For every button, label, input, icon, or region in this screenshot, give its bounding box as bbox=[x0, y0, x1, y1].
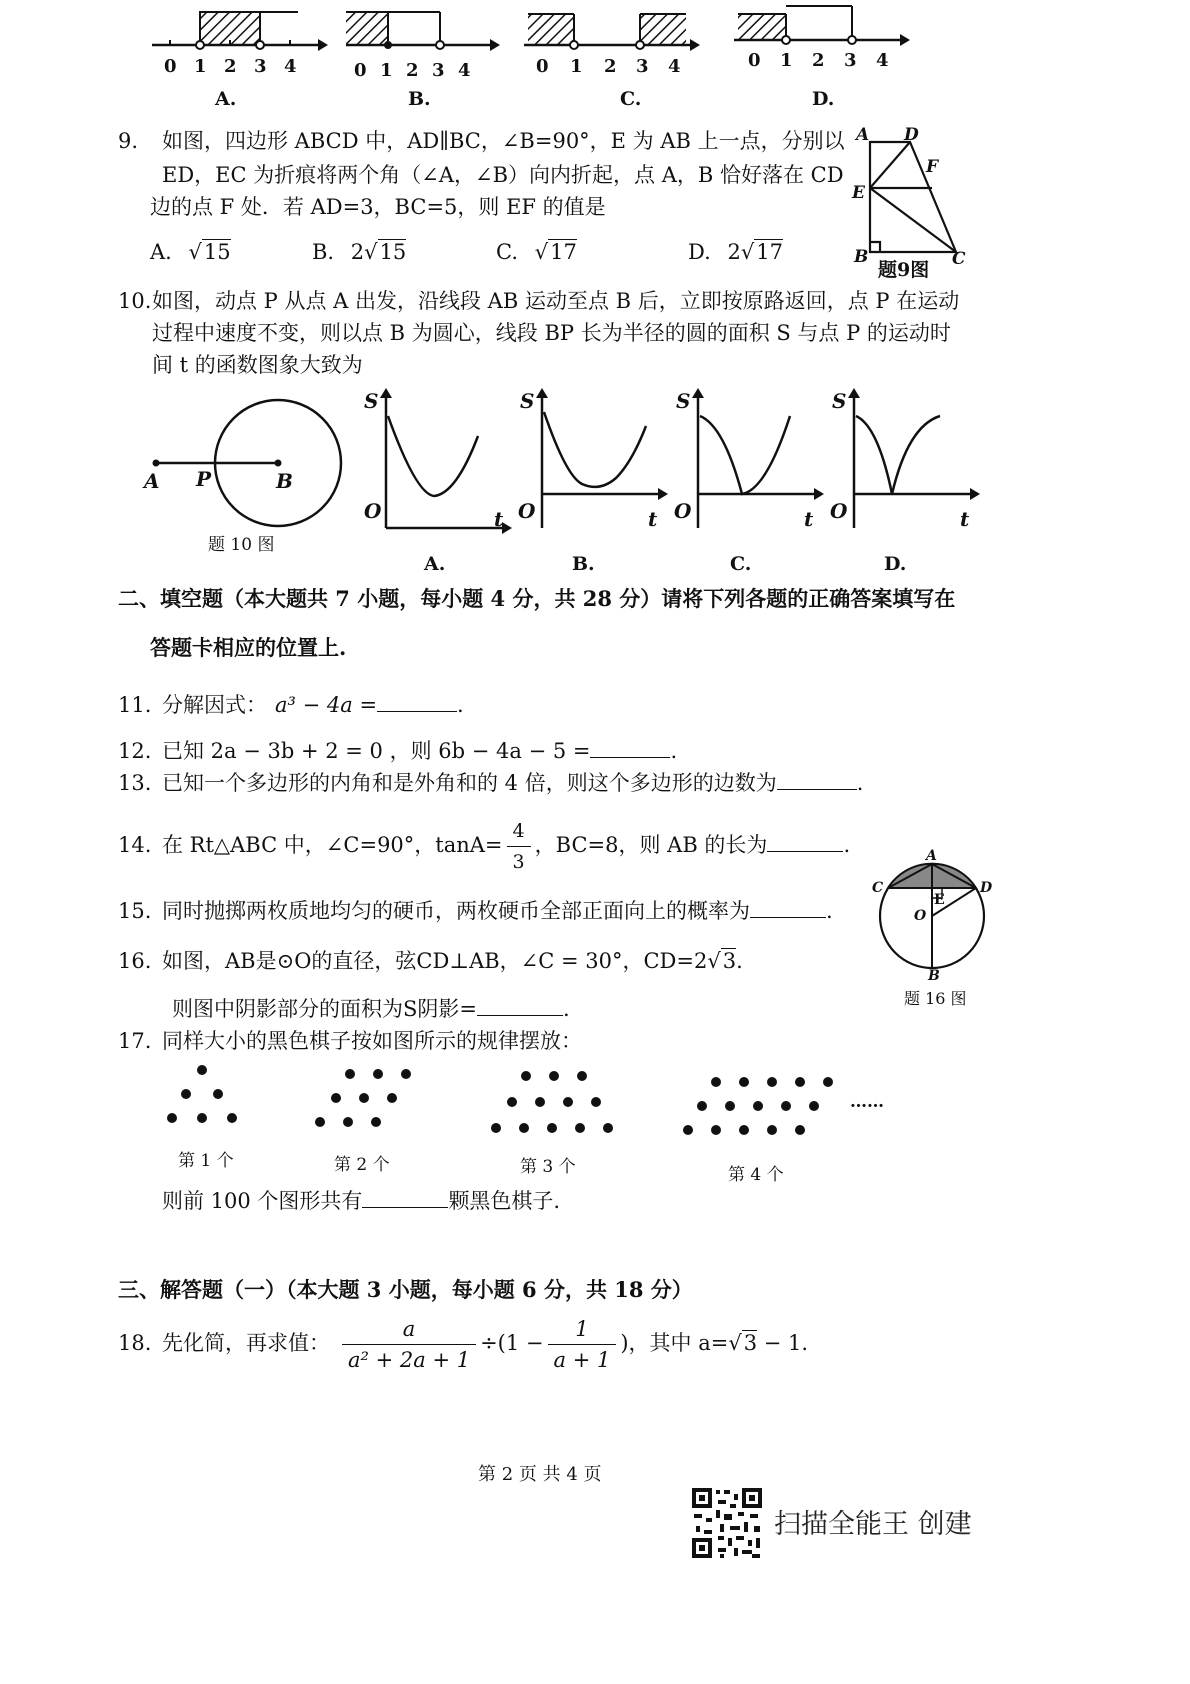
option-label: C. bbox=[496, 240, 518, 264]
axis-label: S bbox=[520, 389, 535, 413]
point-label: A bbox=[926, 848, 937, 864]
point-label: B bbox=[276, 469, 293, 493]
answer-blank[interactable] bbox=[777, 767, 857, 790]
tick-label: 0 bbox=[536, 56, 549, 77]
answer-blank[interactable] bbox=[590, 735, 670, 758]
q8-number-line-c bbox=[522, 0, 702, 85]
figure-caption: 题 16 图 bbox=[904, 989, 967, 1008]
q18-post: − 1. bbox=[757, 1331, 809, 1355]
question-number: 10. bbox=[118, 289, 152, 313]
q13 bbox=[118, 766, 863, 800]
axis-label: O bbox=[830, 499, 848, 523]
figure-caption: 题 10 图 bbox=[208, 535, 275, 555]
q16-line-2 bbox=[172, 992, 570, 1026]
question-number: 11. bbox=[118, 693, 152, 717]
q16-figure bbox=[868, 846, 1008, 1016]
q8-option-d-label[interactable]: D. bbox=[812, 88, 835, 110]
punct: . bbox=[826, 899, 833, 923]
point-label: P bbox=[196, 467, 212, 491]
q17-pattern-1 bbox=[160, 1060, 250, 1130]
tick-label: 2 bbox=[224, 56, 237, 77]
punct: . bbox=[670, 739, 678, 763]
q13-text: 已知一个多边形的内角和是外角和的 4 倍，则这个多边形的边数为 bbox=[162, 771, 777, 795]
point-label: D bbox=[980, 880, 993, 896]
q16-text-1: 如图，AB是⊙O的直径，弦CD⊥AB，∠C = 30°，CD=2 bbox=[162, 949, 708, 973]
fraction-numerator: 1 bbox=[548, 1314, 617, 1345]
point-label: A bbox=[856, 125, 870, 145]
axis-label: S bbox=[364, 389, 379, 413]
scanner-watermark: 扫描全能王 创建 bbox=[774, 1509, 972, 1540]
tick-label: 4 bbox=[876, 50, 889, 71]
q9-line-1 bbox=[118, 124, 845, 158]
q11-text: 分解因式： bbox=[162, 693, 267, 717]
radicand: 17 bbox=[756, 240, 783, 264]
radicand: 17 bbox=[550, 240, 577, 264]
graph-label: B. bbox=[572, 553, 595, 575]
q17-pattern-4 bbox=[676, 1070, 856, 1144]
tick-label: 2 bbox=[812, 50, 825, 71]
q10-graph-b[interactable] bbox=[512, 386, 672, 576]
q8-number-line-d bbox=[732, 0, 912, 85]
radicand: 3 bbox=[743, 1331, 758, 1355]
point-label: E bbox=[934, 892, 945, 908]
tick-label: 1 bbox=[570, 56, 583, 77]
q15-text: 同时抛掷两枚质地均匀的硬币，两枚硬币全部正面向上的概率为 bbox=[162, 899, 750, 923]
q11 bbox=[118, 688, 464, 722]
q15 bbox=[118, 894, 833, 928]
q14 bbox=[118, 816, 850, 877]
point-label: F bbox=[926, 157, 939, 177]
tick-label: 0 bbox=[354, 60, 367, 81]
q9-option-a[interactable]: A. √15 bbox=[150, 240, 231, 264]
qr-code-icon bbox=[690, 1486, 764, 1560]
punct: . bbox=[856, 771, 864, 795]
fraction-numerator: 4 bbox=[507, 816, 531, 847]
question-number: 12. bbox=[118, 739, 152, 763]
ellipsis: …… bbox=[850, 1092, 884, 1112]
fraction-denominator: a² + 2a + 1 bbox=[348, 1348, 471, 1372]
q18: 18. 先化简，再求值： $\frac{a}{\text{a² + 2a + 1}}$ ÷(1 − $\frac{1}{a + 1}$ )，其中 a=√3 − 1. bbox=[118, 1314, 808, 1375]
q8-option-c-label[interactable]: C. bbox=[620, 88, 642, 110]
option-label: B. bbox=[312, 240, 335, 264]
option-label: A. bbox=[150, 240, 172, 264]
tick-label: 3 bbox=[432, 60, 445, 81]
tick-label: 3 bbox=[254, 56, 267, 77]
axis-label: O bbox=[364, 499, 382, 523]
axis-label: t bbox=[960, 507, 970, 531]
tick-label: 2 bbox=[604, 56, 617, 77]
answer-blank[interactable] bbox=[377, 689, 457, 712]
q8-option-b-label[interactable]: B. bbox=[408, 88, 431, 110]
q11-expr: a³ − 4a = bbox=[275, 693, 378, 717]
q17-tail bbox=[162, 1184, 560, 1218]
point-label: D bbox=[904, 125, 919, 145]
q10-graph-d[interactable] bbox=[824, 386, 984, 576]
question-number: 15. bbox=[118, 899, 152, 923]
axis-label: S bbox=[676, 389, 691, 413]
q9-text-1: 如图，四边形 ABCD 中，AD∥BC，∠B=90°，E 为 AB 上一点，分别以 bbox=[162, 129, 845, 153]
point-label: C bbox=[952, 249, 966, 269]
q9-text-2: ED，EC 为折痕将两个角（∠A，∠B）向内折起，点 A，B 恰好落在 CD bbox=[162, 163, 844, 187]
q17-tail-pre: 则前 100 个图形共有 bbox=[162, 1189, 363, 1213]
radicand: 15 bbox=[203, 240, 231, 264]
option-label: D. bbox=[688, 240, 711, 264]
point-label: B bbox=[854, 247, 869, 267]
answer-blank[interactable] bbox=[750, 895, 826, 918]
tick-label: 4 bbox=[668, 56, 681, 77]
point-label: E bbox=[852, 183, 865, 203]
question-number: 16. bbox=[118, 949, 152, 973]
axis-label: S bbox=[832, 389, 847, 413]
point-label: O bbox=[914, 908, 927, 924]
answer-blank[interactable] bbox=[767, 829, 843, 852]
q8-number-line-a bbox=[150, 0, 330, 85]
q17-text: 同样大小的黑色棋子按如图所示的规律摆放： bbox=[162, 1029, 582, 1053]
q10-text-3: 间 t 的函数图象大致为 bbox=[152, 353, 363, 377]
pattern-caption: 第 2 个 bbox=[334, 1155, 390, 1175]
answer-blank[interactable] bbox=[477, 993, 563, 1016]
question-number: 9. bbox=[118, 129, 139, 153]
punct: . bbox=[562, 997, 570, 1021]
fraction-denominator: 3 bbox=[512, 851, 525, 873]
coefficient: 2 bbox=[727, 240, 741, 264]
pattern-caption: 第 3 个 bbox=[520, 1157, 576, 1177]
q9-text-3: 边的点 F 处．若 AD=3，BC=5，则 EF 的值是 bbox=[150, 195, 606, 219]
point-label: A bbox=[144, 469, 160, 493]
tick-label: 1 bbox=[780, 50, 793, 71]
tick-label: 1 bbox=[380, 60, 393, 81]
q14-text-post: ，BC=8，则 AB 的长为 bbox=[534, 833, 768, 857]
radicand: 15 bbox=[379, 240, 407, 264]
radicand: 3 bbox=[722, 949, 737, 973]
axis-label: O bbox=[518, 499, 536, 523]
page-number: 第 2 页 共 4 页 bbox=[478, 1464, 602, 1485]
tick-label: 3 bbox=[844, 50, 857, 71]
q14-text-pre: 在 Rt△ABC 中，∠C=90°，tanA= bbox=[162, 833, 503, 857]
q17-pattern-3 bbox=[486, 1064, 626, 1138]
answer-blank[interactable] bbox=[362, 1185, 448, 1208]
q9-option-c[interactable]: C. √17 bbox=[496, 240, 577, 264]
axis-label: t bbox=[804, 507, 814, 531]
axis-label: t bbox=[648, 507, 658, 531]
q12-text: 已知 2a − 3b + 2 = 0 ，则 6b − 4a − 5 = bbox=[162, 739, 591, 763]
q17-pattern-2 bbox=[306, 1062, 426, 1132]
q10-graph-c[interactable] bbox=[668, 386, 828, 576]
figure-caption: 题9图 bbox=[878, 259, 930, 280]
q8-option-a-label[interactable]: A. bbox=[215, 88, 237, 110]
tick-label: 4 bbox=[284, 56, 297, 77]
q18-text-pre: 先化简，再求值： bbox=[162, 1331, 330, 1355]
q12 bbox=[118, 734, 677, 768]
tick-label: 0 bbox=[748, 50, 761, 71]
tick-label: 2 bbox=[406, 60, 419, 81]
punct: . bbox=[736, 949, 743, 973]
fraction-denominator: a + 1 bbox=[553, 1348, 611, 1372]
punct: . bbox=[457, 693, 464, 717]
q10-text-1: 如图，动点 P 从点 A 出发，沿线段 AB 运动至点 B 后，立即按原路返回，点 P 在运动 bbox=[152, 289, 960, 313]
q10-text-2: 过程中速度不变，则以点 B 为圆心，线段 BP 长为半径的圆的面积 S 与点 P 的运动时 bbox=[152, 321, 951, 345]
question-number: 18. bbox=[118, 1331, 152, 1355]
section-2-heading: 二、填空题（本大题共 7 小题，每小题 4 分，共 28 分）请将下列各题的正确答案填写在 bbox=[118, 586, 956, 611]
q17 bbox=[118, 1024, 582, 1058]
q18-close: )，其中 a= bbox=[620, 1331, 729, 1355]
pattern-caption: 第 1 个 bbox=[178, 1151, 234, 1171]
tick-label: 0 bbox=[164, 56, 177, 77]
q16-line-1: 16. 如图，AB是⊙O的直径，弦CD⊥AB，∠C = 30°，CD=2√3. bbox=[118, 944, 743, 978]
axis-label: t bbox=[494, 507, 504, 531]
question-number: 17. bbox=[118, 1029, 152, 1053]
graph-label: C. bbox=[730, 553, 752, 575]
q10-graph-a[interactable] bbox=[356, 386, 516, 576]
q9-option-d[interactable]: D. 2√17 bbox=[688, 240, 783, 264]
tick-label: 1 bbox=[194, 56, 207, 77]
punct: . bbox=[843, 833, 851, 857]
point-label: C bbox=[872, 880, 884, 896]
q10-line-1 bbox=[118, 284, 959, 318]
section-2-heading-cont: 答题卡相应的位置上. bbox=[150, 635, 347, 660]
q18-mid: ÷(1 − bbox=[480, 1331, 544, 1355]
q9-figure bbox=[848, 124, 973, 280]
point-label: B bbox=[928, 968, 940, 984]
question-number: 14. bbox=[118, 833, 152, 857]
q17-tail-post: 颗黑色棋子. bbox=[448, 1189, 561, 1213]
tick-label: 4 bbox=[458, 60, 471, 81]
pattern-caption: 第 4 个 bbox=[728, 1165, 784, 1185]
fraction-numerator: a bbox=[342, 1314, 476, 1345]
graph-label: D. bbox=[884, 553, 907, 575]
q16-text-2: 则图中阴影部分的面积为S阴影= bbox=[172, 997, 477, 1021]
question-number: 13. bbox=[118, 771, 152, 795]
q10-figure bbox=[138, 390, 353, 560]
tick-label: 3 bbox=[636, 56, 649, 77]
section-3-heading: 三、解答题（一）（本大题 3 小题，每小题 6 分，共 18 分） bbox=[118, 1277, 693, 1302]
graph-label: A. bbox=[424, 553, 446, 575]
q8-number-line-b bbox=[344, 0, 504, 85]
q9-option-b[interactable]: B. 2√15 bbox=[312, 240, 407, 264]
axis-label: O bbox=[674, 499, 692, 523]
coefficient: 2 bbox=[350, 240, 365, 264]
